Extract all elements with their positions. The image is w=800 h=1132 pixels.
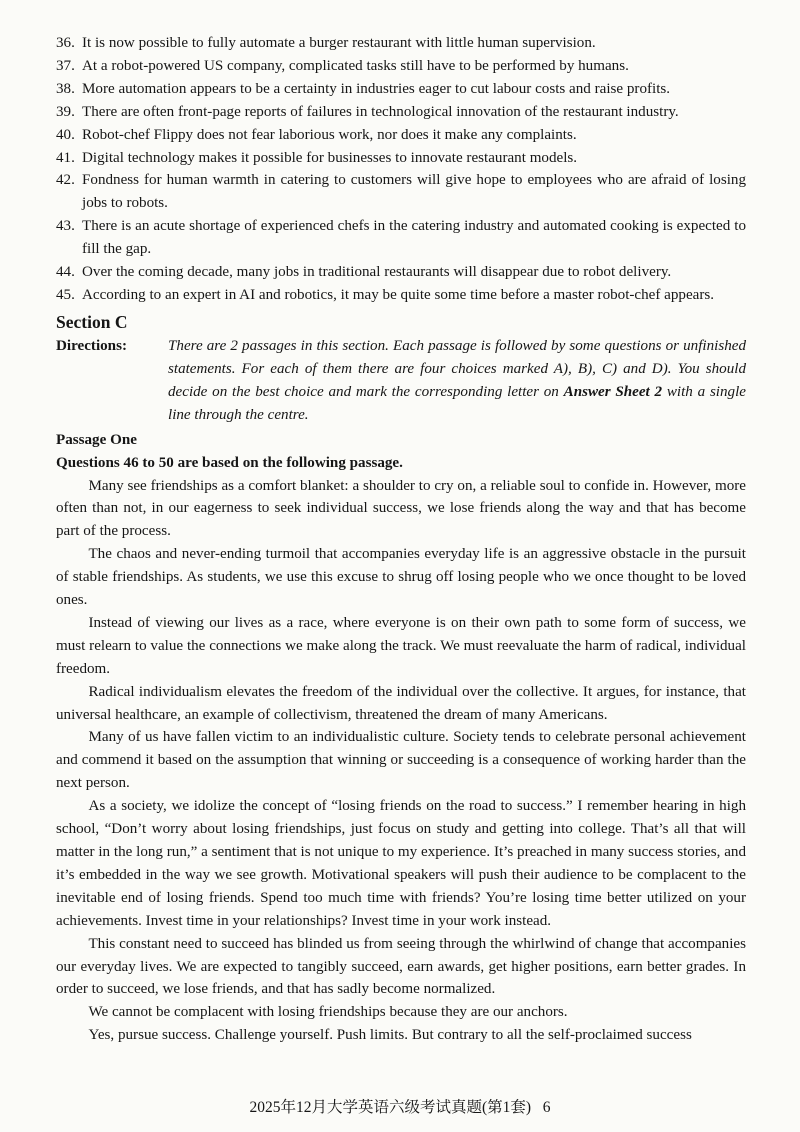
directions-text: There are 2 passages in this section. Each passage is followed by some questions or unfinished statements. For each of them there are four choices marked A), B), C) and D). You should decide on the best choice and mark the corresponding letter on Answer Sheet 2 with a single line through the centre.: [168, 337, 746, 423]
passage-paragraph: The chaos and never-ending turmoil that accompanies everyday life is an aggressive obstacle in the pursuit of stable friendships. As students, we use this excuse to shrug off losing people who we once thought to be loved ones.: [56, 546, 746, 609]
directions-label: Directions:: [56, 337, 127, 354]
passage-paragraph: Many see friendships as a comfort blanket: a shoulder to cry on, a reliable soul to confide in. However, more often than not, in our eagerness to seek individual success, we lose friends along the way and that has become part of the process.: [56, 477, 746, 540]
page-footer: 2025年12月大学英语六级考试真题(第1套) 6: [249, 1099, 551, 1116]
statement-item: 42. Fondness for human warmth in catering to customers will give hope to employees who are afraid of losing jobs to robots.: [56, 172, 746, 212]
directions: [56, 335, 746, 427]
passage-paragraph: Many of us have fallen victim to an individualistic culture. Society tends to celebrate personal achievement and commend it based on the assumption that winning or succeeding is a consequence of working harder than the next person.: [56, 729, 746, 792]
passage-paragraph: This constant need to succeed has blinded us from seeing through the whirlwind of change that accompanies our everyday lives. We are expected to tangibly succeed, earn awards, get higher positions, earn better grades. In order to succeed, we lose friends, and that has sadly become normalized.: [56, 935, 746, 998]
statement-item: 43. There is an acute shortage of experienced chefs in the catering industry and automated cooking is expected to fill the gap.: [56, 218, 746, 258]
statement-item: 39. There are often front-page reports of failures in technological innovation of the restaurant industry.: [56, 103, 679, 120]
passage-title: Passage One: [56, 431, 137, 448]
passage-paragraph: Instead of viewing our lives as a race, where everyone is on their own path to some form of success, we must relearn to value the connections we make along the track. We must reevaluate the harm of radical, individual freedom.: [56, 614, 746, 677]
statement-item: 38. More automation appears to be a certainty in industries eager to cut labour costs and raise profits.: [56, 80, 671, 97]
statement-item: 45. According to an expert in AI and robotics, it may be quite some time before a master robot-chef appears.: [56, 286, 715, 303]
passage-paragraph: We cannot be complacent with losing friendships because they are our anchors.: [88, 1004, 568, 1021]
passage-subtitle: Questions 46 to 50 are based on the following passage.: [56, 454, 403, 471]
passage-paragraph: Yes, pursue success. Challenge yourself. Push limits. But contrary to all the self-proclaimed success: [88, 1027, 692, 1044]
statement-item: 41. Digital technology makes it possible for businesses to innovate restaurant models.: [56, 149, 578, 166]
section-heading: Section C: [56, 311, 128, 332]
answer-sheet-ref: Answer Sheet 2: [563, 383, 663, 400]
passage-paragraph: Radical individualism elevates the freedom of the individual over the collective. It argues, for instance, that universal healthcare, an example of collectivism, threatened the dream of many Americans.: [56, 683, 746, 723]
statement-item: 37. At a robot-powered US company, complicated tasks still have to be performed by humans.: [56, 57, 629, 74]
statement-list: [56, 32, 746, 307]
statement-item: 40. Robot-chef Flippy does not fear laborious work, nor does it make any complaints.: [56, 126, 577, 143]
passage-paragraph: As a society, we idolize the concept of “losing friends on the road to success.” I remember hearing in high school, “Don’t worry about losing friendships, just focus on study and getting into college. That’s all that will matter in the long run,” a sentiment that is not unique to my experience. It’s preached in many success stories, and it’s embedded in the way we see growth. Motivational speakers will push their audience to be complacent to the inevitable end of losing friends. Spend too much time with friends? You’re losing time better utilized on your achievements. Invest time in your relationships? Invest time in your work instead.: [56, 798, 746, 929]
statement-item: 36. It is now possible to fully automate a burger restaurant with little human supervision.: [56, 35, 596, 51]
statement-item: 44. Over the coming decade, many jobs in traditional restaurants will disappear due to robot delivery.: [56, 264, 672, 281]
